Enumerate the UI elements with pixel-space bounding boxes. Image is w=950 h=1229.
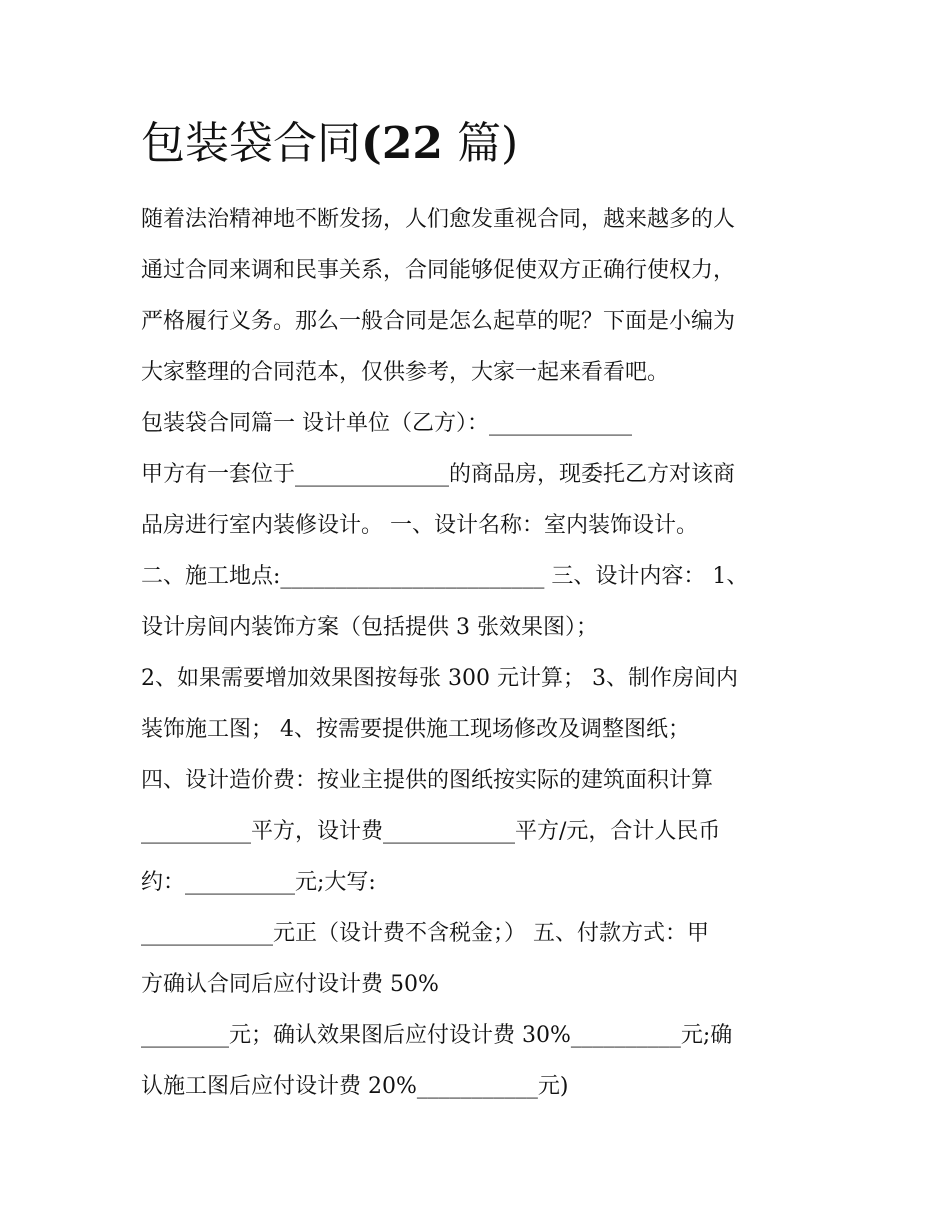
body-line: 严格履行义务。那么一般合同是怎么起草的呢？下面是小编为 [141, 309, 736, 334]
document-page [141, 112, 821, 1112]
body-line: 方确认合同后应付设计费 50% [141, 972, 439, 997]
body-line: 四、设计造价费：按业主提供的图纸按实际的建筑面积计算 [141, 768, 714, 793]
body-line: 约：__________元;大写: [141, 870, 376, 895]
body-line: 2、如果需要增加效果图按每张 300 元计算； 3、制作房间内 [141, 666, 738, 691]
document-body [141, 194, 821, 1112]
body-line: 认施工图后应付设计费 20%___________元) [141, 1074, 569, 1099]
body-line: 二、施工地点:________________________ 三、设计内容： 1、 [141, 564, 749, 589]
title-count: (22 [361, 118, 444, 169]
body-line: ________元；确认效果图后应付设计费 30%__________元;确 [141, 1023, 733, 1048]
body-line: __________平方，设计费____________平方/元，合计人民币 [141, 819, 721, 844]
body-line: 品房进行室内装修设计。 一、设计名称：室内装饰设计。 [141, 513, 698, 538]
document-title [141, 112, 821, 176]
body-line: 通过合同来调和民事关系，合同能够促使双方正确行使权力， [141, 258, 736, 283]
body-line: ____________元正（设计费不含税金；） 五、付款方式：甲 [141, 921, 709, 946]
body-line: 大家整理的合同范本，仅供参考，大家一起来看看吧。 [141, 360, 670, 385]
title-suffix: 篇) [457, 118, 519, 169]
title-main: 包装袋合同 [141, 118, 361, 169]
body-line: 装饰施工图； 4、按需要提供施工现场修改及调整图纸； [141, 717, 690, 742]
body-line: 甲方有一套位于______________的商品房，现委托乙方对该商 [141, 462, 736, 487]
body-line: 随着法治精神地不断发扬，人们愈发重视合同，越来越多的人 [141, 207, 736, 232]
body-line: 设计房间内装饰方案（包括提供 3 张效果图）； [141, 615, 598, 640]
body-line: 包装袋合同篇一 设计单位（乙方）：_____________ [141, 411, 632, 436]
